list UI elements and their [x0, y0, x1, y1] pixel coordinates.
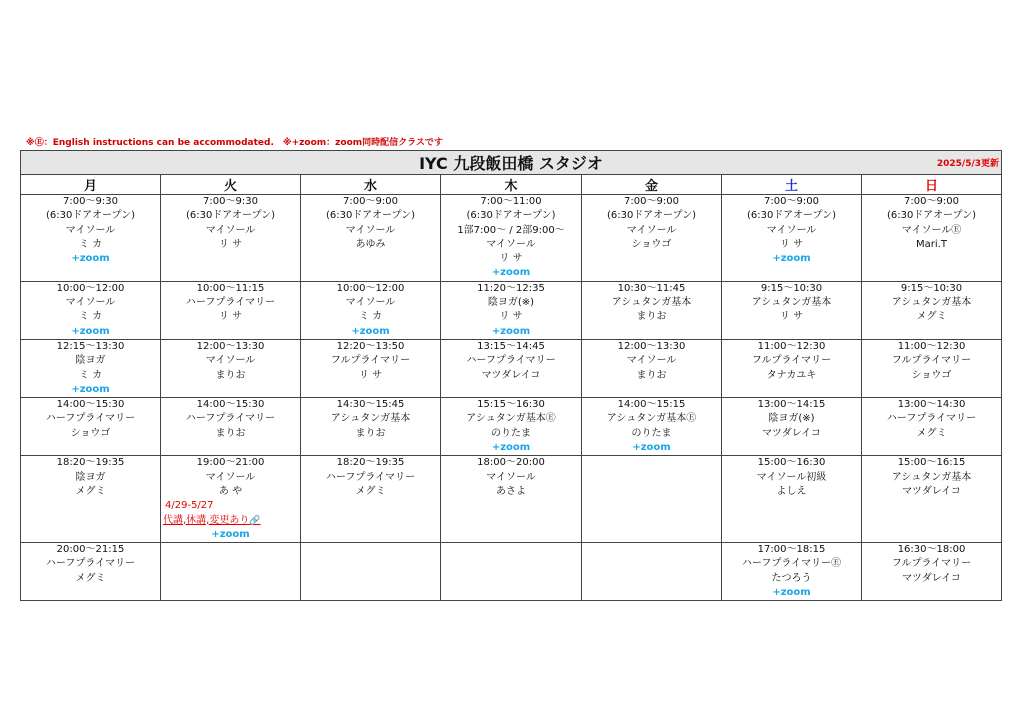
class-slot-wed	[301, 195, 441, 282]
teacher-name: あゆみ	[355, 238, 386, 250]
teacher-name: メグミ	[75, 572, 106, 584]
class-name: マイソール	[626, 355, 677, 367]
class-slot-thu-empty	[441, 543, 582, 601]
class-time: 7:00～9:00	[624, 196, 679, 207]
class-name: ハーフプライマリー	[45, 558, 136, 570]
teacher-name: まりお	[636, 311, 667, 323]
teacher-name: メグミ	[355, 485, 386, 497]
class-name: マイソール	[766, 224, 817, 236]
teacher-name: ショウゴ	[70, 427, 111, 439]
class-slot-fri	[582, 281, 722, 339]
class-name: 陰ヨガ(※)	[487, 297, 535, 309]
studio-title: IYC 九段飯田橋 スタジオ	[419, 154, 603, 173]
class-slot-mon	[21, 398, 161, 456]
teacher-name: まりお	[215, 369, 246, 381]
class-slot-thu	[441, 281, 582, 339]
teacher-name: リ サ	[358, 369, 383, 381]
teacher-name: あさよ	[496, 485, 526, 497]
class-slot-sun	[862, 456, 1002, 543]
class-time: 11:20～12:35	[477, 282, 545, 294]
teacher-name: メグミ	[916, 311, 947, 323]
class-name: マイソール	[65, 224, 116, 236]
day-header-mon: 月	[21, 175, 161, 195]
zoom-badge: +zoom	[491, 267, 531, 279]
class-name: ハーフプライマリー	[325, 471, 416, 483]
teacher-name: よしえ	[776, 485, 807, 497]
class-slot-fri-empty	[582, 543, 722, 601]
class-slot-sat	[722, 195, 862, 282]
class-name: アシュタンガ基本	[751, 297, 832, 309]
teacher-name: ミ カ	[78, 238, 103, 250]
teacher-name: マツダレイコ	[902, 572, 961, 584]
zoom-badge: +zoom	[772, 587, 811, 599]
schedule-change-link-label[interactable]: 代講,休講,変更あり	[163, 514, 250, 526]
class-name: マイソール	[205, 355, 256, 367]
teacher-name: のりたま	[491, 427, 531, 439]
schedule-change-link[interactable]	[161, 514, 300, 528]
legend-note: ※Ⓔ：English instructions can be accommodated. ※+zoom：zoom同時配信クラスです	[26, 138, 443, 148]
class-name: マイソール初級	[756, 471, 827, 483]
class-name: フルプライマリー	[891, 355, 972, 367]
door-open: (6:30ドアオープン)	[747, 210, 836, 222]
class-slot-sat	[722, 281, 862, 339]
teacher-name: マツダレイコ	[902, 485, 961, 497]
zoom-badge: +zoom	[491, 442, 531, 454]
class-name: マイソール	[486, 471, 536, 483]
teacher-name: まりお	[215, 427, 246, 439]
class-time: 14:00～15:30	[196, 399, 265, 411]
class-slot-wed	[301, 339, 441, 397]
class-slot-sun	[862, 195, 1002, 282]
table-row	[21, 456, 1002, 543]
class-time: 7:00～9:00	[904, 196, 959, 207]
teacher-name: ミ カ	[78, 311, 103, 323]
class-slot-tue	[161, 281, 301, 339]
teacher-name: リ サ	[779, 238, 804, 250]
day-header-sat: 土	[722, 175, 862, 195]
class-slot-fri	[582, 398, 722, 456]
class-time: 17:00～18:15	[757, 544, 826, 556]
class-time: 14:30～15:45	[336, 399, 405, 411]
class-name: ハーフプライマリー	[185, 413, 276, 425]
class-name: マイソール	[626, 224, 677, 236]
zoom-badge: +zoom	[632, 442, 671, 454]
zoom-badge: +zoom	[772, 253, 811, 265]
zoom-badge: +zoom	[71, 253, 110, 265]
class-name: マイソール	[65, 297, 116, 309]
class-time: 14:00～15:15	[617, 399, 686, 411]
class-time: 12:00～13:30	[196, 340, 265, 352]
teacher-name: ショウゴ	[631, 238, 672, 250]
schedule-table	[20, 150, 1002, 601]
zoom-badge: +zoom	[491, 325, 531, 337]
class-slot-sat	[722, 456, 862, 543]
link-icon[interactable]: 🔗	[249, 515, 261, 526]
class-time: 13:00～14:30	[897, 399, 966, 411]
class-time: 7:00～9:00	[764, 196, 819, 207]
day-header-tue: 火	[161, 175, 301, 195]
class-time: 11:00～12:30	[897, 340, 966, 352]
class-name: ハーフプライマリー	[185, 297, 276, 309]
table-row	[21, 195, 1002, 282]
class-slot-fri	[582, 195, 722, 282]
class-time: 10:00～12:00	[56, 282, 125, 294]
class-time: 20:00～21:15	[56, 544, 125, 556]
class-name: フルプライマリー	[330, 355, 411, 367]
class-name: ハーフプライマリー	[886, 413, 977, 425]
class-time: 9:15～10:30	[900, 282, 963, 294]
class-time: 13:15～14:45	[477, 340, 545, 352]
teacher-name: のりたま	[631, 427, 672, 439]
class-time: 12:15～13:30	[56, 340, 125, 352]
class-time: 7:00～9:30	[63, 196, 118, 207]
zoom-badge: +zoom	[71, 383, 110, 395]
zoom-badge: +zoom	[211, 528, 250, 540]
class-time: 16:30～18:00	[897, 544, 966, 556]
class-slot-wed	[301, 281, 441, 339]
class-name: マイソール	[486, 238, 536, 250]
class-name: マイソール	[345, 297, 396, 309]
class-slot-mon	[21, 195, 161, 282]
class-slot-wed-empty	[301, 543, 441, 601]
class-time: 9:15～10:30	[760, 282, 823, 294]
teacher-name: リ サ	[218, 238, 243, 250]
class-time: 18:20～19:35	[56, 457, 125, 469]
teacher-name: たつろう	[771, 572, 812, 584]
class-name: ハーフプライマリー	[466, 355, 556, 367]
class-slot-sun	[862, 281, 1002, 339]
class-slot-thu	[441, 195, 582, 282]
class-name: アシュタンガ基本	[891, 471, 972, 483]
day-header-fri: 金	[582, 175, 722, 195]
class-time: 11:00～12:30	[757, 340, 826, 352]
class-time: 10:00～11:15	[196, 282, 265, 294]
class-slot-sun	[862, 398, 1002, 456]
schedule-header	[21, 151, 1002, 175]
teacher-name: まりお	[355, 427, 386, 439]
class-time: 15:00～16:15	[897, 457, 966, 469]
door-open: (6:30ドアオープン)	[607, 210, 696, 222]
class-slot-wed	[301, 456, 441, 543]
class-slot-fri	[582, 339, 722, 397]
teacher-name: メグミ	[916, 427, 947, 439]
zoom-badge: +zoom	[351, 325, 390, 337]
class-name: マイソール	[205, 471, 256, 483]
class-name: フルプライマリー	[891, 558, 972, 570]
class-slot-mon	[21, 281, 161, 339]
class-slot-wed	[301, 398, 441, 456]
class-time: 13:00～14:15	[757, 399, 826, 411]
class-slot-tue	[161, 456, 301, 543]
teacher-name: Mari.T	[916, 238, 947, 250]
teacher-name: メグミ	[75, 485, 106, 497]
class-name: 陰ヨガ(※)	[768, 413, 815, 425]
class-time: 18:00～20:00	[477, 457, 545, 469]
class-slot-mon	[21, 456, 161, 543]
teacher-name: マツダレイコ	[481, 369, 541, 381]
teacher-name: リ サ	[499, 311, 523, 323]
door-open: (6:30ドアオープン)	[466, 210, 556, 222]
class-name: マイソール	[205, 224, 256, 236]
class-time: 7:00～9:30	[203, 196, 258, 207]
class-time: 7:00～11:00	[480, 196, 542, 207]
class-slot-thu	[441, 456, 582, 543]
teacher-name: ミ カ	[78, 369, 103, 381]
class-name: アシュタンガ基本	[611, 297, 692, 309]
class-slot-thu	[441, 398, 582, 456]
schedule-change-dates: 4/29-5/27	[165, 500, 214, 512]
class-time: 12:00～13:30	[617, 340, 686, 352]
day-header-wed: 水	[301, 175, 441, 195]
class-name: ハーフプライマリー	[45, 413, 136, 425]
table-row	[21, 398, 1002, 456]
zoom-badge: +zoom	[71, 325, 110, 337]
teacher-name: ミ カ	[358, 311, 383, 323]
class-slot-tue	[161, 398, 301, 456]
table-row	[21, 339, 1002, 397]
class-time: 10:30～11:45	[617, 282, 686, 294]
class-name: アシュタンガ基本	[891, 297, 972, 309]
class-slot-sat	[722, 398, 862, 456]
class-time: 12:20～13:50	[336, 340, 405, 352]
class-name: アシュタンガ基本	[330, 413, 411, 425]
class-slot-sat	[722, 543, 862, 601]
day-header-sun: 日	[862, 175, 1002, 195]
teacher-name: あ や	[218, 485, 243, 497]
door-open: (6:30ドアオープン)	[46, 210, 135, 222]
class-name: ハーフプライマリーⒺ	[741, 558, 842, 570]
day-header-thu: 木	[441, 175, 582, 195]
class-slot-fri-empty	[582, 456, 722, 543]
class-name: フルプライマリー	[751, 355, 832, 367]
table-row	[21, 543, 1002, 601]
teacher-name: タナカユキ	[766, 369, 817, 381]
teacher-name: ショウゴ	[911, 369, 952, 381]
updated-date: 2025/5/3更新	[936, 159, 1000, 169]
class-name: マイソール	[345, 224, 396, 236]
class-slot-sat	[722, 339, 862, 397]
table-row	[21, 281, 1002, 339]
teacher-name: マツダレイコ	[762, 427, 821, 439]
teacher-name: リ サ	[779, 311, 804, 323]
class-slot-sun	[862, 543, 1002, 601]
teacher-name: リ サ	[499, 253, 523, 265]
class-time: 7:00～9:00	[343, 196, 398, 207]
class-name: マイソールⒺ	[901, 224, 962, 236]
class-time: 14:00～15:30	[56, 399, 125, 411]
class-time: 10:00～12:00	[336, 282, 405, 294]
class-slot-sun	[862, 339, 1002, 397]
class-slot-thu	[441, 339, 582, 397]
class-slot-tue	[161, 195, 301, 282]
class-time: 15:15～16:30	[477, 399, 545, 411]
class-slot-tue	[161, 339, 301, 397]
class-slot-mon	[21, 543, 161, 601]
class-slot-mon	[21, 339, 161, 397]
class-name: アシュタンガ基本Ⓔ	[606, 413, 697, 425]
teacher-name: まりお	[636, 369, 667, 381]
door-open: (6:30ドアオープン)	[887, 210, 976, 222]
class-name: 陰ヨガ	[75, 355, 106, 367]
door-open: (6:30ドアオープン)	[186, 210, 275, 222]
class-name: アシュタンガ基本Ⓔ	[466, 413, 556, 425]
class-time: 15:00～16:30	[757, 457, 826, 469]
class-slot-tue-empty	[161, 543, 301, 601]
teacher-name: リ サ	[218, 311, 243, 323]
class-parts: 1部7:00～ / 2部9:00～	[457, 224, 565, 236]
door-open: (6:30ドアオープン)	[326, 210, 415, 222]
class-time: 18:20～19:35	[336, 457, 405, 469]
class-time: 19:00～21:00	[196, 457, 265, 469]
class-name: 陰ヨガ	[75, 471, 106, 483]
